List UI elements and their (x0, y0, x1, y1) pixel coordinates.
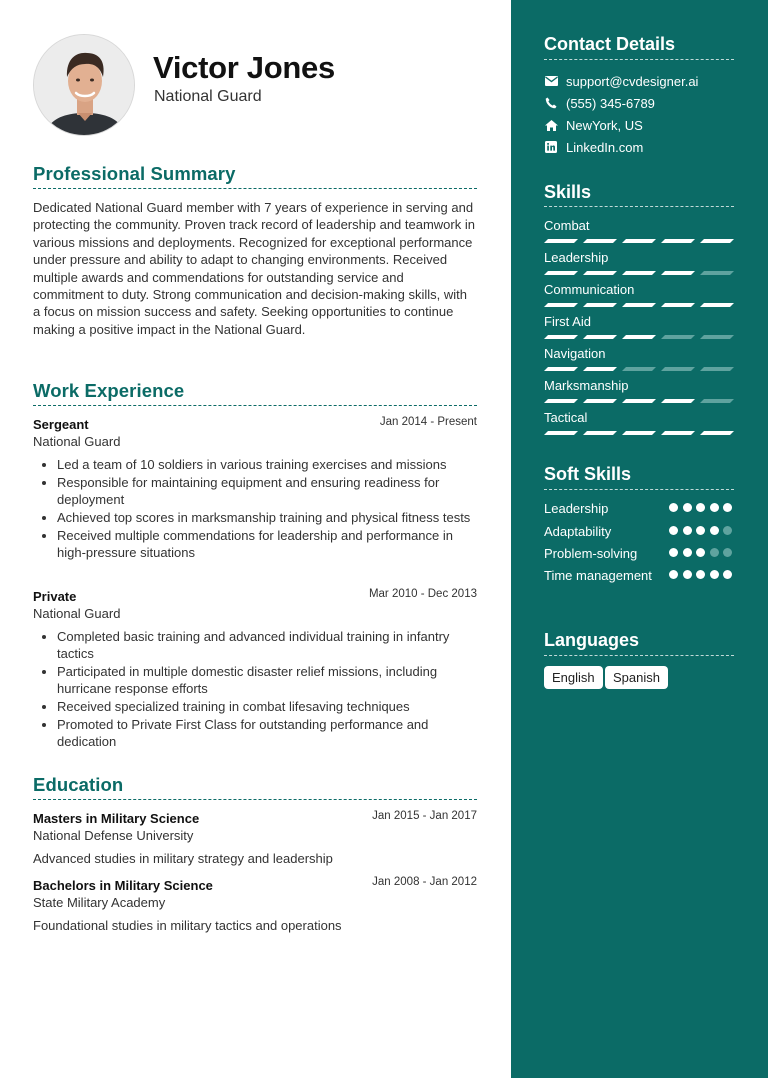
section-divider (33, 188, 477, 189)
soft-skill-name: Leadership (544, 501, 609, 516)
rating-dot (669, 548, 678, 557)
skill-name: Navigation (544, 346, 606, 361)
list-item: Received specialized training in combat lifesaving techniques (57, 698, 477, 715)
list-item: Led a team of 10 soldiers in various training exercises and missions (57, 456, 477, 473)
job-bullets (57, 628, 477, 751)
soft-skill-rating (669, 526, 735, 536)
skill-level-segment (661, 303, 695, 307)
skill-level-segment (544, 431, 578, 435)
section-divider (544, 206, 734, 207)
list-item: Received multiple commendations for leadership and performance in high-pressure situations (57, 527, 477, 562)
skill-level-bar (544, 335, 734, 339)
rating-dot (696, 503, 705, 512)
section-divider (33, 405, 477, 406)
skill-level-segment (700, 367, 734, 371)
contact-linkedin[interactable] (544, 139, 643, 155)
skill-level-segment (700, 335, 734, 339)
rating-dot (710, 548, 719, 557)
soft-skill-name: Time management (544, 568, 652, 583)
envelope-icon (544, 74, 558, 88)
education-description: Advanced studies in military strategy and leadership (33, 851, 333, 866)
candidate-role: National Guard (154, 88, 262, 105)
avatar (33, 34, 135, 136)
degree-title: Bachelors in Military Science (33, 878, 213, 893)
skill-level-segment (622, 367, 656, 371)
skill-level-segment (544, 271, 578, 275)
home-icon (544, 118, 558, 132)
education-description: Foundational studies in military tactics and operations (33, 918, 342, 933)
education-heading: Education (33, 774, 124, 795)
skill-level-segment (700, 399, 734, 403)
skill-name: Combat (544, 218, 590, 233)
skill-level-segment (661, 239, 695, 243)
skill-level-segment (622, 239, 656, 243)
rating-dot (669, 503, 678, 512)
job-dates: Mar 2010 - Dec 2013 (368, 588, 477, 600)
contact-text: support@cvdesigner.ai (566, 73, 699, 89)
skill-level-segment (583, 239, 617, 243)
list-item: Responsible for maintaining equipment and ensuring readiness for deployment (57, 474, 477, 509)
sidebar (511, 0, 768, 1078)
rating-dot (669, 526, 678, 535)
skill-level-bar (544, 271, 734, 275)
school-name: National Defense University (33, 828, 194, 843)
rating-dot (710, 526, 719, 535)
rating-dot (723, 548, 732, 557)
skill-name: Communication (544, 282, 635, 297)
phone-icon (544, 96, 558, 110)
rating-dot (723, 570, 732, 579)
skill-name: Tactical (544, 410, 588, 425)
contact-text: (555) 345-6789 (566, 95, 655, 111)
rating-dot (683, 526, 692, 535)
rating-dot (683, 548, 692, 557)
skill-level-segment (583, 399, 617, 403)
skill-level-segment (700, 271, 734, 275)
rating-dot (669, 570, 678, 579)
skill-level-segment (622, 399, 656, 403)
summary-heading: Professional Summary (33, 163, 236, 184)
skill-level-segment (544, 367, 578, 371)
skill-level-bar (544, 239, 734, 243)
job-bullets (57, 456, 477, 562)
contact-email[interactable] (544, 73, 698, 89)
profile-photo (34, 35, 135, 136)
skill-level-segment (700, 303, 734, 307)
rating-dot (696, 570, 705, 579)
soft-skills-heading: Soft Skills (544, 464, 632, 484)
section-divider (544, 489, 734, 490)
contact-text: LinkedIn.com (566, 139, 644, 155)
skill-level-segment (622, 303, 656, 307)
soft-skill-name: Problem-solving (544, 546, 638, 561)
soft-skill-name: Adaptability (544, 524, 612, 539)
contact-heading: Contact Details (544, 34, 676, 54)
rating-dot (723, 503, 732, 512)
skill-level-bar (544, 303, 734, 307)
list-item: Participated in multiple domestic disaster relief missions, including hurricane response efforts (57, 663, 477, 698)
language-chip: Spanish (605, 666, 668, 689)
contact-phone[interactable] (544, 95, 655, 111)
skill-level-segment (661, 335, 695, 339)
job-dates: Jan 2014 - Present (379, 416, 477, 428)
skill-level-segment (544, 335, 578, 339)
skill-level-segment (583, 431, 617, 435)
soft-skill-rating (669, 503, 735, 513)
skill-level-bar (544, 367, 734, 371)
skill-level-segment (544, 303, 578, 307)
skills-heading: Skills (544, 182, 592, 202)
rating-dot (710, 503, 719, 512)
section-divider (544, 59, 734, 60)
education-dates: Jan 2015 - Jan 2017 (372, 810, 477, 822)
skill-level-segment (700, 239, 734, 243)
job-title: Private (33, 589, 77, 604)
skill-level-segment (583, 271, 617, 275)
skill-name: Leadership (544, 250, 609, 265)
skill-level-segment (583, 367, 617, 371)
rating-dot (683, 570, 692, 579)
rating-dot (710, 570, 719, 579)
skill-level-segment (544, 239, 578, 243)
skill-level-bar (544, 431, 734, 435)
degree-title: Masters in Military Science (33, 811, 200, 826)
skill-level-segment (661, 431, 695, 435)
soft-skill-rating (669, 548, 735, 558)
skill-level-segment (661, 367, 695, 371)
rating-dot (696, 548, 705, 557)
skill-level-segment (622, 431, 656, 435)
experience-heading: Work Experience (33, 380, 185, 401)
languages-heading: Languages (544, 630, 640, 650)
list-item: Achieved top scores in marksmanship training and physical fitness tests (57, 509, 477, 526)
job-organization: National Guard (33, 606, 121, 621)
summary-text: Dedicated National Guard member with 7 years of experience in serving and protecting the community. Proven track record of leadership and teamwork in various missions and deployments. Recognized for exceptional performance under pressure and ability to adapt to changing environments. Received multiple awards and commendations for outstanding service and commitment to duty. Strong communication and decision-making skills, with a focus on mission success and safety. Seeking opportunities to continue making a positive impact in the National Guard. (33, 200, 475, 337)
candidate-name: Victor Jones (153, 50, 335, 85)
soft-skill-rating (669, 570, 735, 580)
skill-level-segment (583, 303, 617, 307)
skill-level-segment (661, 271, 695, 275)
skill-level-segment (622, 271, 656, 275)
skill-level-segment (583, 335, 617, 339)
list-item: Completed basic training and advanced individual training in infantry tactics (57, 628, 477, 663)
education-dates: Jan 2008 - Jan 2012 (372, 876, 477, 888)
section-divider (33, 799, 477, 800)
skill-level-segment (622, 335, 656, 339)
section-divider (544, 655, 734, 656)
language-chip: English (544, 666, 603, 689)
linkedin-icon (544, 140, 558, 154)
skill-level-segment (544, 399, 578, 403)
contact-location (544, 117, 643, 133)
job-organization: National Guard (33, 434, 121, 449)
school-name: State Military Academy (33, 895, 166, 910)
skill-name: First Aid (544, 314, 591, 329)
job-title: Sergeant (33, 417, 89, 432)
list-item: Promoted to Private First Class for outstanding performance and dedication (57, 716, 477, 751)
skill-level-segment (661, 399, 695, 403)
contact-text: NewYork, US (566, 117, 643, 133)
rating-dot (696, 526, 705, 535)
rating-dot (683, 503, 692, 512)
rating-dot (723, 526, 732, 535)
skill-level-bar (544, 399, 734, 403)
skill-level-segment (700, 431, 734, 435)
skill-name: Marksmanship (544, 378, 629, 393)
